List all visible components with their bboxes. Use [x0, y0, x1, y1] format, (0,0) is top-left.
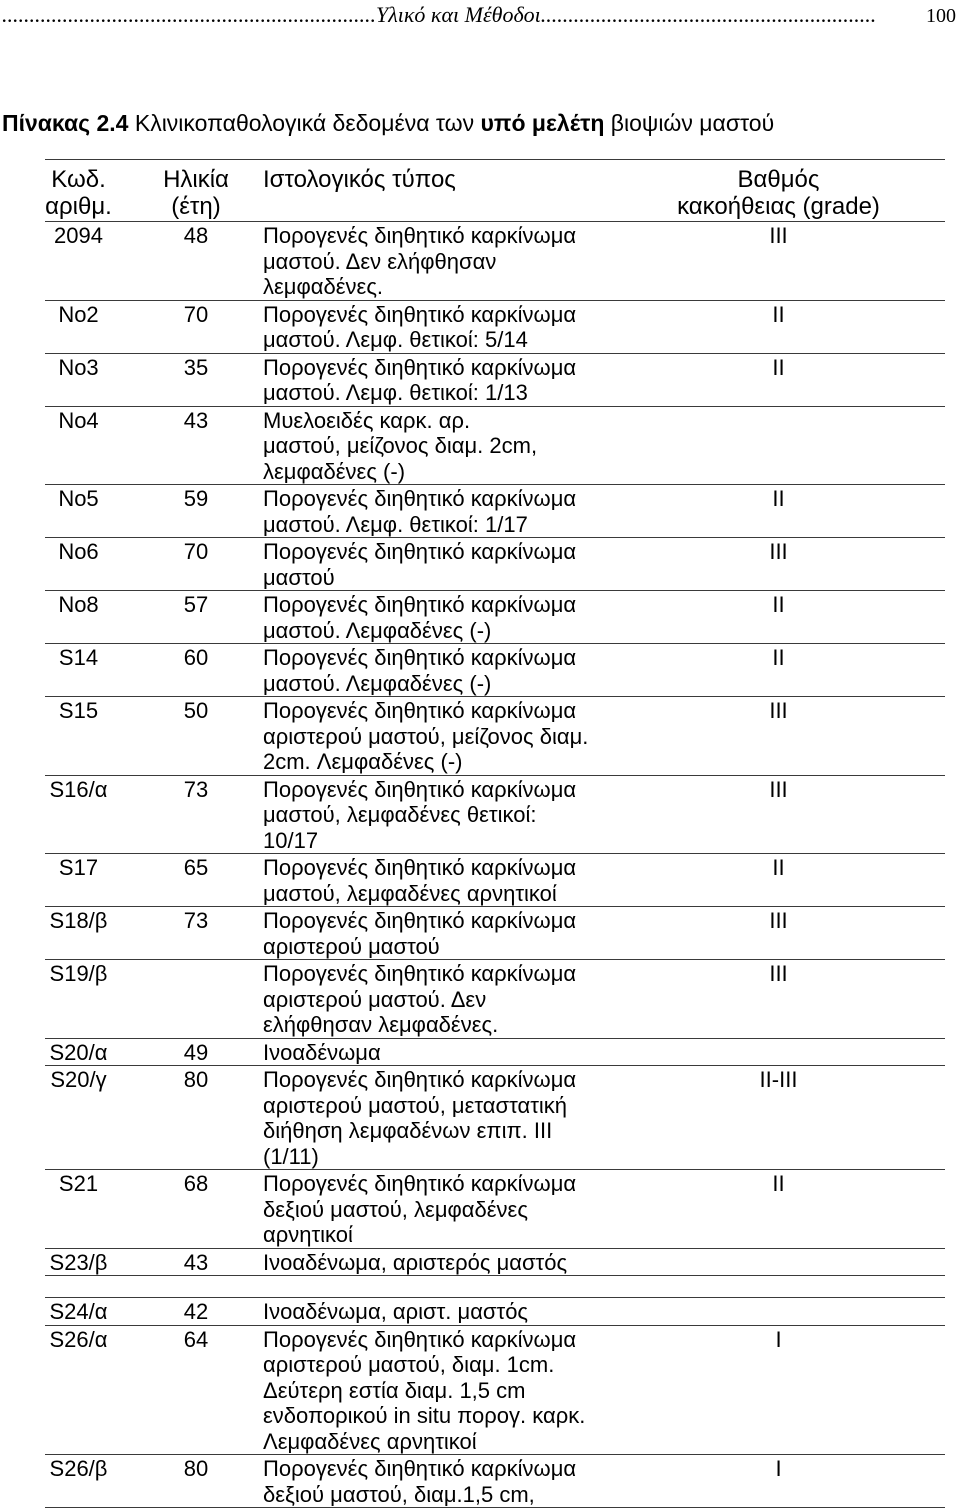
grade-cell: II — [772, 301, 785, 327]
grade-cell: III — [769, 908, 788, 933]
age-cell: 57 — [183, 592, 209, 617]
histology-cell: Πορογενές διηθητικό καρκίνωμα μαστού, λεμφαδένες θετικοί: 10/17 — [263, 776, 577, 853]
code-cell: No4 — [58, 407, 99, 433]
table-row — [45, 644, 945, 697]
caption-text: Κλινικοπαθολογικά δεδομένα των — [134, 110, 475, 136]
table-body — [45, 222, 945, 1276]
grade-cell: III — [769, 223, 788, 248]
age-cell: 68 — [183, 1171, 209, 1196]
table-row — [45, 907, 945, 960]
histology-cell: Ινοαδένωμα — [263, 1039, 381, 1065]
table-row — [45, 697, 945, 776]
grade-cell: II — [772, 1171, 785, 1196]
table-row — [45, 1170, 945, 1249]
age-cell: 73 — [183, 908, 209, 933]
table-header-row — [45, 160, 945, 222]
table-row — [45, 301, 945, 354]
histology-cell: Πορογενές διηθητικό καρκίνωμα μαστού. Λεμφ. θετικοί: 5/14 — [263, 301, 577, 352]
grade-cell: II — [772, 592, 785, 617]
table-row — [45, 354, 945, 407]
leader-dots: ............................................................. — [540, 2, 877, 27]
code-cell: S17 — [58, 855, 99, 880]
table-row — [45, 1298, 945, 1326]
table-body — [45, 1298, 945, 1508]
grade-cell: II — [772, 855, 785, 880]
table-row — [45, 1455, 945, 1508]
age-cell: 65 — [183, 855, 209, 880]
table-row — [45, 1039, 945, 1067]
age-cell: 80 — [183, 1067, 209, 1092]
histology-cell: Μυελοειδές καρκ. αρ. μαστού, μείζονος διαμ. 2cm, λεμφαδένες (-) — [263, 407, 538, 484]
histology-cell: Ινοαδένωμα, αριστερός μαστός — [263, 1249, 568, 1275]
histology-cell: Πορογενές διηθητικό καρκίνωμα μαστού. Λεμφ. θετικοί: 1/17 — [263, 486, 577, 537]
grade-cell — [612, 1040, 945, 1066]
table-row — [45, 1066, 945, 1170]
code-cell: No6 — [58, 539, 99, 564]
age-cell: 60 — [183, 645, 209, 670]
column-header-code: Κωδ. αριθμ. — [45, 166, 112, 220]
clinicopathological-table — [45, 159, 945, 1276]
code-cell: S26/β — [49, 1456, 108, 1481]
table-row — [45, 854, 945, 907]
code-cell: S23/β — [49, 1249, 108, 1275]
age-cell: 50 — [183, 698, 209, 723]
caption-emphasis: υπό μελέτη — [480, 110, 605, 136]
grade-cell: III — [769, 539, 788, 564]
table-row — [45, 407, 945, 486]
code-cell: No2 — [58, 301, 99, 327]
age-cell: 49 — [183, 1039, 209, 1065]
histology-cell: Πορογενές διηθητικό καρκίνωμα αριστερού μαστού — [263, 908, 577, 959]
histology-cell: Πορογενές διηθητικό καρκίνωμα μαστού, λεμφαδένες αρνητικοί — [263, 855, 577, 906]
histology-cell: Πορογενές διηθητικό καρκίνωμα δεξιού μαστού, διαμ.1,5 cm, — [263, 1456, 577, 1507]
age-cell: 43 — [183, 407, 209, 433]
code-cell: No8 — [58, 592, 99, 617]
section-title: Υλικό και Μέθοδοι — [376, 2, 541, 27]
grade-cell: I — [775, 1326, 782, 1352]
histology-cell: Πορογενές διηθητικό καρκίνωμα δεξιού μαστού, λεμφαδένες αρνητικοί — [263, 1171, 577, 1247]
grade-cell: II — [772, 645, 785, 670]
age-cell: 70 — [183, 539, 209, 564]
table-number: Πίνακας 2.4 — [2, 110, 129, 136]
table-caption — [2, 109, 774, 137]
age-cell: 73 — [183, 776, 209, 802]
code-cell: No3 — [58, 354, 99, 380]
histology-cell: Πορογενές διηθητικό καρκίνωμα αριστερού μαστού, μεταστατική διήθηση λεμφαδένων επιπ. III (1/11) — [263, 1067, 577, 1169]
grade-cell: III — [769, 961, 788, 986]
code-cell: S20/γ — [50, 1067, 107, 1092]
running-header — [2, 2, 956, 28]
histology-cell: Πορογενές διηθητικό καρκίνωμα αριστερού μαστού. Δεν ελήφθησαν λεμφαδένες. — [263, 961, 577, 1037]
histology-cell: Πορογενές διηθητικό καρκίνωμα αριστερού μαστού, μείζονος διαμ. 2cm. Λεμφαδένες (-) — [263, 698, 589, 774]
column-header-histology: Ιστολογικός τύπος — [263, 166, 456, 193]
age-cell — [112, 961, 258, 1038]
code-cell: S20/α — [49, 1039, 108, 1065]
age-cell: 59 — [183, 486, 209, 511]
code-cell: No5 — [58, 486, 99, 511]
caption-text-end: βιοψιών μαστού — [610, 110, 775, 136]
grade-cell: II — [772, 486, 785, 511]
table-row — [45, 538, 945, 591]
table-row — [45, 960, 945, 1039]
grade-cell: I — [775, 1456, 782, 1481]
table-row — [45, 591, 945, 644]
histology-cell: Πορογενές διηθητικό καρκίνωμα μαστού — [263, 539, 577, 590]
age-cell: 43 — [183, 1249, 209, 1275]
code-cell: 2094 — [54, 223, 103, 248]
page-number: 100 — [926, 5, 956, 27]
leader-dots: .................................................................... — [2, 2, 376, 27]
table-row — [45, 485, 945, 538]
grade-cell — [612, 1250, 945, 1276]
age-cell: 35 — [183, 354, 209, 380]
age-cell: 70 — [183, 301, 209, 327]
clinicopathological-table-continued — [45, 1297, 945, 1508]
code-cell: S15 — [58, 698, 99, 723]
age-cell: 64 — [183, 1326, 209, 1352]
code-cell: S14 — [58, 645, 99, 670]
histology-cell: Πορογενές διηθητικό καρκίνωμα μαστού. Δεν ελήφθησαν λεμφαδένες. — [263, 223, 577, 299]
histology-cell: Πορογενές διηθητικό καρκίνωμα μαστού. Λεμφαδένες (-) — [263, 592, 577, 643]
code-cell: S18/β — [49, 908, 108, 933]
table-row — [45, 1249, 945, 1277]
code-cell: S24/α — [49, 1299, 108, 1324]
code-cell: S19/β — [49, 961, 108, 986]
histology-cell: Πορογενές διηθητικό καρκίνωμα μαστού. Λεμφ. θετικοί: 1/13 — [263, 354, 577, 405]
age-cell: 48 — [183, 223, 209, 248]
age-cell: 42 — [183, 1299, 209, 1324]
code-cell: S21 — [58, 1171, 99, 1196]
histology-cell: Πορογενές διηθητικό καρκίνωμα μαστού. Λεμφαδένες (-) — [263, 645, 577, 696]
column-header-grade: Βαθμός κακοήθειας (grade) — [677, 166, 880, 220]
histology-cell: Πορογενές διηθητικό καρκίνωμα αριστερού μαστού, διαμ. 1cm. Δεύτερη εστία διαμ. 1,5 cm ενδοπορικού in situ πορογ. καρκ. Λεμφαδένες αρνητικοί — [263, 1326, 586, 1454]
grade-cell — [612, 1299, 945, 1325]
table-row — [45, 222, 945, 301]
grade-cell: III — [769, 698, 788, 723]
table-row — [45, 1326, 945, 1456]
column-header-age: Ηλικία (έτη) — [163, 166, 229, 220]
code-cell: S16/α — [49, 776, 108, 802]
age-cell: 80 — [183, 1456, 209, 1481]
grade-cell: II-III — [759, 1067, 798, 1092]
grade-cell — [612, 408, 945, 485]
table-row — [45, 776, 945, 855]
code-cell: S26/α — [49, 1326, 108, 1352]
grade-cell: III — [769, 776, 788, 802]
histology-cell: Ινοαδένωμα, αριστ. μαστός — [263, 1299, 529, 1324]
grade-cell: II — [772, 354, 785, 380]
